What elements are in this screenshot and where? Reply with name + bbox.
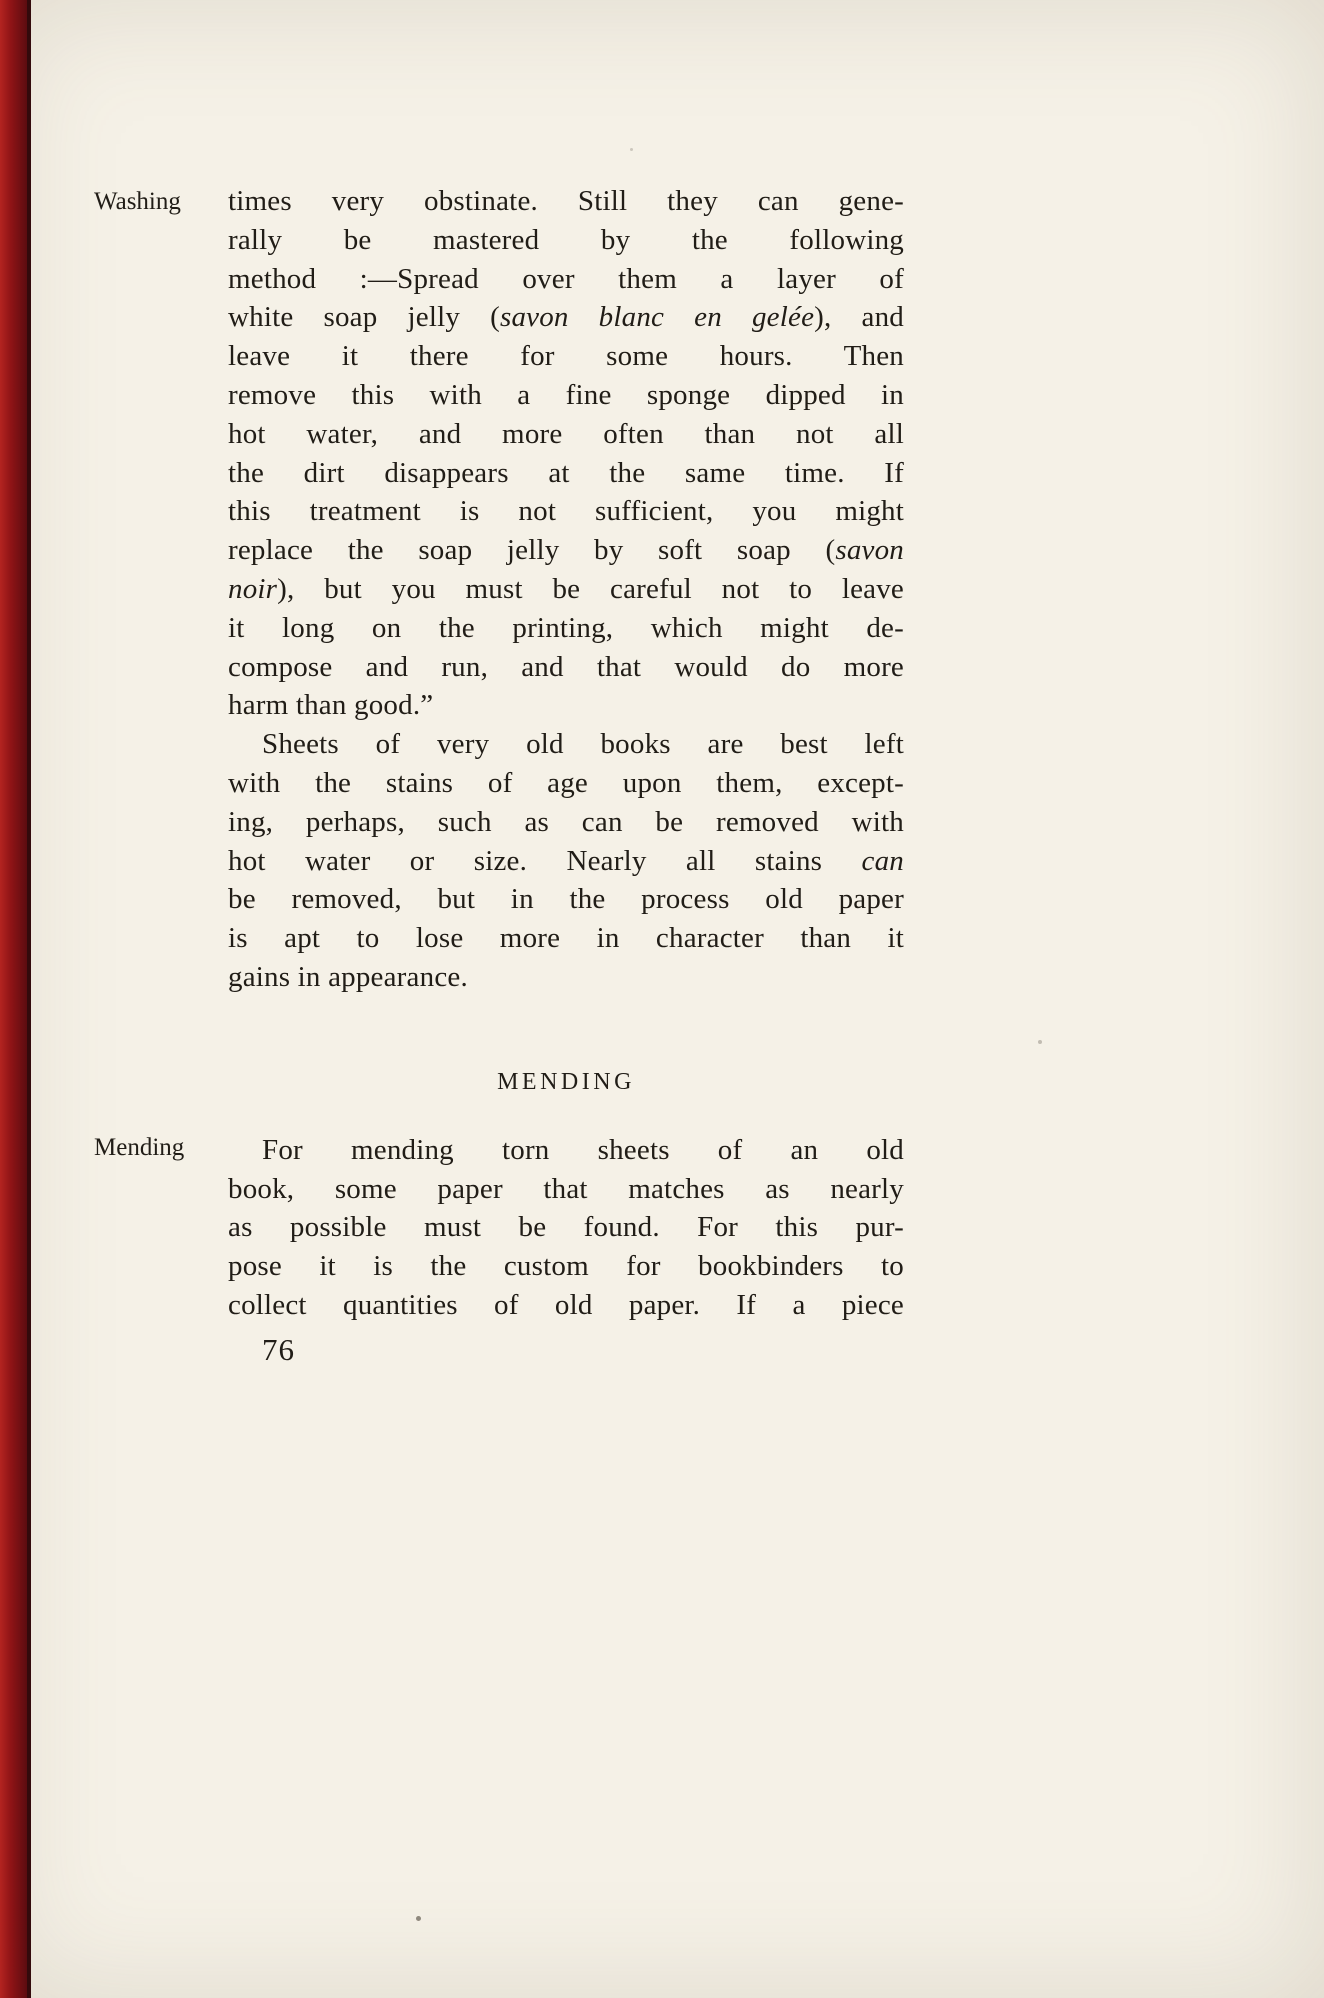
text-line: Sheets of very old books are best left (262, 728, 904, 761)
text-line: book, some paper that matches as nearly (228, 1172, 904, 1205)
italic-segment: can (861, 844, 904, 877)
text-segment: replace the soap jelly by soft soap ( (228, 534, 836, 567)
scan-speck (630, 148, 633, 151)
text-line: gains in appearance. (228, 960, 468, 993)
text-line: the dirt disappears at the same time. If (228, 456, 904, 489)
text-line: it long on the printing, which might de- (228, 611, 904, 644)
text-line: For mending torn sheets of an old (262, 1133, 904, 1166)
text-line: this treatment is not sufficient, you might (228, 495, 904, 528)
section-heading: MENDING (497, 1068, 635, 1095)
text-segment: hot water or size. Nearly all stains (228, 844, 862, 877)
paragraph-old-sheets (228, 725, 904, 997)
text-segment: white soap jelly ( (228, 301, 500, 334)
text-line: times very obstinate. Still they can gene- (228, 185, 904, 217)
text-line: ing, perhaps, such as can be removed with (228, 805, 904, 838)
scan-speck (416, 1916, 421, 1921)
text-line: leave it there for some hours. Then (228, 340, 904, 373)
text-line (228, 842, 904, 881)
book-spine-edge (0, 0, 31, 1998)
italic-segment: savon (835, 534, 904, 567)
paragraph-mending (228, 1131, 904, 1325)
italic-segment: savon blanc en gelée (499, 301, 815, 334)
text-line (228, 531, 904, 570)
text-line: hot water, and more often than not all (228, 417, 904, 450)
margin-note-washing: Washing (94, 188, 181, 215)
text-line: remove this with a fine sponge dipped in (228, 378, 904, 411)
text-line (228, 570, 904, 609)
margin-note-mending: Mending (94, 1134, 185, 1161)
text-line: is apt to lose more in character than it (228, 922, 904, 955)
page-number: 76 (262, 1331, 295, 1367)
text-line: with the stains of age upon them, except- (228, 766, 904, 799)
text-line: compose and run, and that would do more (228, 650, 904, 683)
text-line: collect quantities of old paper. If a piece (228, 1288, 904, 1321)
text-column (228, 182, 904, 1370)
text-line: harm than good.” (228, 689, 434, 722)
text-line: method :—Spread over them a layer of (228, 262, 904, 295)
text-line (228, 298, 904, 337)
text-line: rally be mastered by the following (228, 223, 904, 256)
text-segment: ), but you must be careful not to leave (277, 572, 904, 605)
paragraph-washing (228, 182, 904, 725)
text-line: as possible must be found. For this pur- (228, 1211, 904, 1244)
italic-segment: noir (228, 572, 278, 605)
text-line: pose it is the custom for bookbinders to (228, 1250, 904, 1283)
scan-speck (1038, 1040, 1042, 1044)
text-line: be removed, but in the process old paper (228, 883, 904, 916)
text-segment: ), and (814, 301, 904, 334)
